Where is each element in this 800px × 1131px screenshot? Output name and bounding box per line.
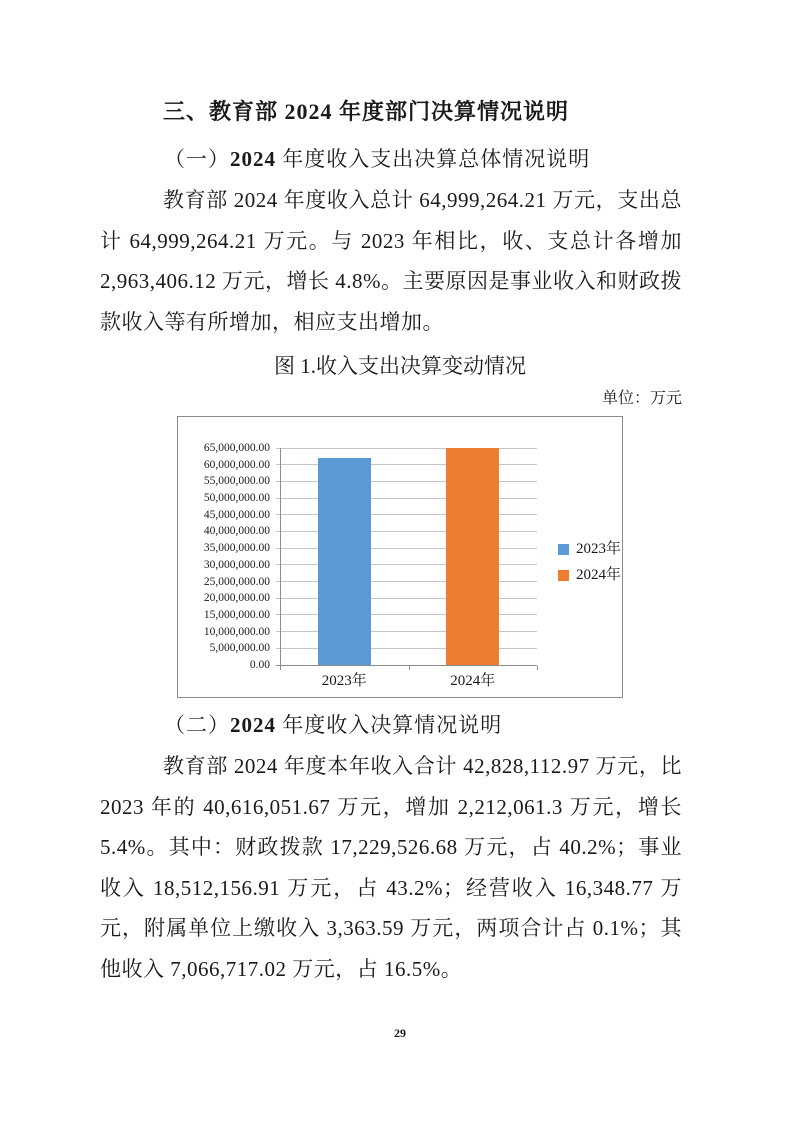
y-axis-tick-label: 15,000,000.00 xyxy=(203,608,270,621)
figure-title: 图 1.收入支出决算变动情况 xyxy=(274,354,526,378)
y-axis-tick-label: 35,000,000.00 xyxy=(203,542,270,555)
subsection-2-text: 年度收入决算情况说明 xyxy=(276,713,503,737)
x-axis-category-label: 2024年 xyxy=(450,673,496,689)
y-axis-tick-label: 55,000,000.00 xyxy=(203,475,270,488)
y-axis-tick-label: 50,000,000.00 xyxy=(203,492,270,505)
chart-bar xyxy=(446,448,499,665)
y-axis-tick-label: 60,000,000.00 xyxy=(203,458,270,471)
y-axis-tick-label: 0.00 xyxy=(249,659,270,671)
figure-1-bar-chart xyxy=(177,416,623,698)
x-axis-tick xyxy=(409,666,410,670)
legend-label: 2023年 xyxy=(576,541,622,557)
paragraph-overview: 教育部 2024 年度收入总计 64,999,264.21 万元，支出总计 64,999,264.21 万元。与 2023 年相比，收、支总计各增加 2,963,406.12 万元，增长 4.8%。主要原因是事业收入和财政拨款收入等有所增加，相应支出增加。 xyxy=(100,188,682,334)
legend-label: 2024年 xyxy=(576,567,622,583)
chart-plot-area xyxy=(178,417,622,697)
subsection-heading-2 xyxy=(100,709,700,741)
x-axis-category-label: 2023年 xyxy=(321,673,367,689)
subsection-1-text: 年度收入支出决算总体情况说明 xyxy=(276,147,591,171)
chart-bar xyxy=(318,458,371,665)
legend-item xyxy=(558,541,621,557)
x-axis-tick xyxy=(280,666,281,670)
x-axis-line xyxy=(276,665,537,666)
unit-label: 单位：万元 xyxy=(601,390,682,407)
legend-color-swatch xyxy=(558,544,569,555)
x-axis-tick xyxy=(537,666,538,670)
chart-legend xyxy=(558,541,621,593)
y-axis-tick-label: 65,000,000.00 xyxy=(203,442,270,454)
subsection-1-year: 2024 xyxy=(230,147,276,171)
y-axis-tick-label: 30,000,000.00 xyxy=(203,558,270,571)
legend-item xyxy=(558,567,621,583)
y-axis-tick-label: 40,000,000.00 xyxy=(203,525,270,538)
page-number: 29 xyxy=(394,1026,406,1040)
subsection-1-prefix: （一） xyxy=(164,147,230,171)
y-axis-tick-label: 5,000,000.00 xyxy=(209,642,270,655)
subsection-heading-1 xyxy=(100,143,700,175)
section-heading: 三、教育部 2024 年度部门决算情况说明 xyxy=(163,99,570,124)
subsection-2-year: 2024 xyxy=(230,713,276,737)
paragraph-income: 教育部 2024 年度本年收入合计 42,828,112.97 万元，比 2023 年的 40,616,051.67 万元，增加 2,212,061.3 万元，增长 5.4%。其中：财政拨款 17,229,526.68 万元，占 40.2%；事业收入 18,512,156.91 万元，占 43.2%；经营收入 16,348.77 万元，附属单位上缴收入 3,363.59 万元，两项合计占 0.1%；其他收入 7,066,717.02 万元，占 16.5%。 xyxy=(100,754,682,981)
y-axis-tick-label: 45,000,000.00 xyxy=(203,508,270,521)
subsection-2-prefix: （二） xyxy=(164,713,230,737)
y-axis-line xyxy=(280,448,281,669)
y-axis-tick-label: 20,000,000.00 xyxy=(203,592,270,605)
y-axis-tick-label: 10,000,000.00 xyxy=(203,625,270,638)
legend-color-swatch xyxy=(558,570,569,581)
y-axis-tick-label: 25,000,000.00 xyxy=(203,575,270,588)
